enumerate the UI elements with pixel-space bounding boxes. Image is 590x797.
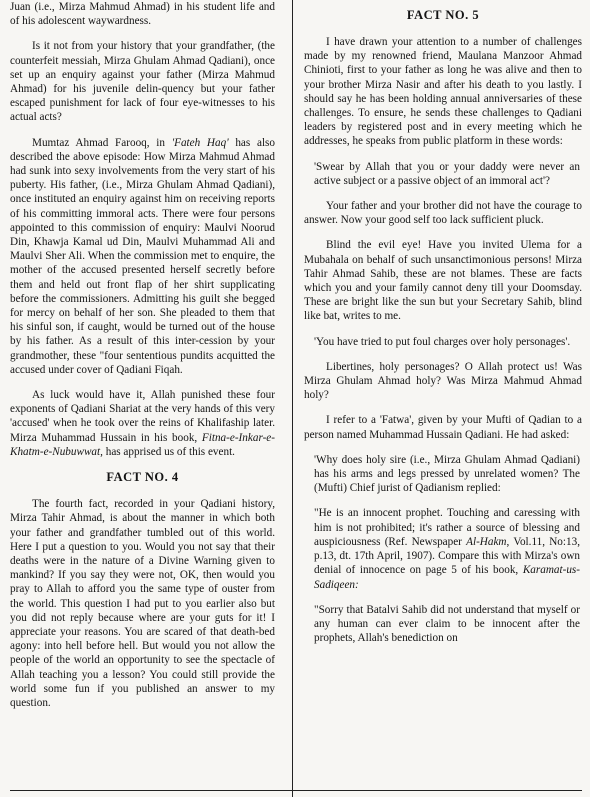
left-paragraph-3: [10, 136, 275, 377]
right-paragraph-5: I refer to a 'Fatwa', given by your Mufti of Qadian to a person named Muhammad Hussain Qadiani. He had asked:: [304, 414, 582, 441]
left-p4-after: has apprised us of this event.: [102, 445, 235, 458]
right-quote-4: [304, 506, 582, 591]
left-column: [10, 0, 275, 721]
right-column: [304, 0, 582, 656]
right-quote-5: "Sorry that Batalvi Sahib did not understand that myself or any human can ever claim to be innocent after the prophets, Allah's benediction on: [314, 603, 580, 645]
fact-5-heading: FACT NO. 5: [406, 8, 480, 22]
karamat-title: Karamat-us-Sadiqeen:: [314, 564, 580, 591]
right-quote-2: 'You have tried to put foul charges over holy personages'.: [314, 335, 571, 348]
fact-4-heading: FACT NO. 4: [106, 470, 179, 485]
left-p3-after: has also described the above episode: How Mirza Mahmud Ahmad had sunk into sexy involvements from the very start of his puberty. His father, (i.e., Mirza Ghulam Ahmad Qadiani), once instituted an enquiry against him on receiving reports of his committing immoral acts. There were four persons appointed to this commission of enquiry: Maulvi Noorud Din, Khawja Kamal ud Din, Maulvi Muhammad Ali and Maulvi Sher Ali. When the commission met to enquire, the mother of the accused presented herself secretly before them and held out front flap of her shirt supplicating before the commissioners. Admitting his guilt she begged for mercy on behalf of her son. She pleaded to them that his sinful son, if caught, would be turned out of the house by his father. As a result of this inter-cession by your grandmother, these "four sententious pundits acquitted the accused under cover of Qadiani Fiqah.: [10, 136, 276, 376]
left-p3-before: Mumtaz Ahmad Farooq, in: [32, 136, 172, 149]
bottom-rule: [10, 790, 582, 791]
book-title: Fitna-e-Inkar-e-Khatm-e-Nubuwwat,: [10, 431, 275, 458]
left-paragraph-4: [10, 388, 275, 459]
right-paragraph-3: Blind the evil eye! Have you invited Ulema for a Mubahala on behalf of such unsanctimonious persons! Mirza Tahir Ahmad Sahib, these are not blames. These are facts which you and your family cannot deny till your Doomsday. These are bright like the sun but your Secretary Sahib, blind like bat, writes to me.: [304, 239, 582, 323]
right-paragraph-1: I have drawn your attention to a number of challenges made by my renowned friend, Maulana Manzoor Ahmad Chinioti, first to your father as long he was alive and then to your brother Mirza Nasir and after his death to you lastly. I should say he has been holding annual anniversaries of these challenges. To ensure, he sends these challenges to Qadiani leaders by registered post and in every meeting which he addresses, he speaks from public platform in these words:: [304, 36, 582, 148]
left-p4-before: As luck would have it, Allah punished these four exponents of Qadiani Shariat at the very hands of this very 'accused' when he took over the reins of Khalifaship later. Mirza Muhammad Hussain in his book,: [10, 389, 275, 444]
fateh-haq-title: 'Fateh Haq': [171, 136, 229, 149]
left-paragraph-2: Is it not from your history that your grandfather, (the counterfeit messiah, Mirza Ghulam Ahmad Qadiani), once set up an enquiry against your father (Mirza Mahmud Ahmad) for his juvenile delin-quency but your father escaped punishment for lack of four eye-witnesses to his actual acts?: [10, 40, 275, 124]
q4-middle: , Vol.11, No:13, p.13, dt. 17th April, 1907). Compare this with Mirza's own denial of innocence on page 5 of his book,: [314, 535, 580, 577]
right-paragraph-2: Your father and your brother did not have the courage to answer. Now your good self too lack sufficient pluck.: [304, 200, 582, 227]
column-divider: [292, 0, 293, 797]
right-paragraph-4: Libertines, holy personages? O Allah protect us! Was Mirza Ghulam Ahmad holy? Was Mirza Mahmud Ahmad holy?: [304, 360, 582, 402]
q4-before: "He is an innocent prophet. Touching and caressing with him is not prohibited; it's rather a source of blessing and auspiciousness (Ref. Newspaper: [314, 507, 580, 548]
al-hakm-title: Al-Hakm: [466, 535, 507, 548]
left-paragraph-5: The fourth fact, recorded in your Qadiani history, Mirza Tahir Ahmad, is about the manner in which both your father and grandfather tumbled out of this world. Here I put a question to you. Would you not say that their deaths were in the nature of a Divine Warning given to mankind? If you say they were not, OK, then would you pray to Allah to afford you the same type of ouster from the world. This question I had put to you earlier also but you did not reply because where are your guts for it! I appreciate your reasons. You are scared of that death-bed agony: into hell before hell. But would you not allow the people of the world an opportunity to see the spectacle of Allah teaching you a lesson? You could still provide the world some fun if you published an answer to my question.: [10, 498, 275, 709]
right-quote-1: 'Swear by Allah that you or your daddy were never an active subject or a passive object of an immoral act'?: [314, 160, 580, 187]
right-quote-3: 'Why does holy sire (i.e., Mirza Ghulam Ahmad Qadiani) has his arms and legs pressed by unrelated women? The (Mufti) Chief jurist of Qadianism replied:: [314, 453, 580, 495]
left-paragraph-1: Juan (i.e., Mirza Mahmud Ahmad) in his student life and of his adolescent waywardness.: [10, 1, 275, 28]
